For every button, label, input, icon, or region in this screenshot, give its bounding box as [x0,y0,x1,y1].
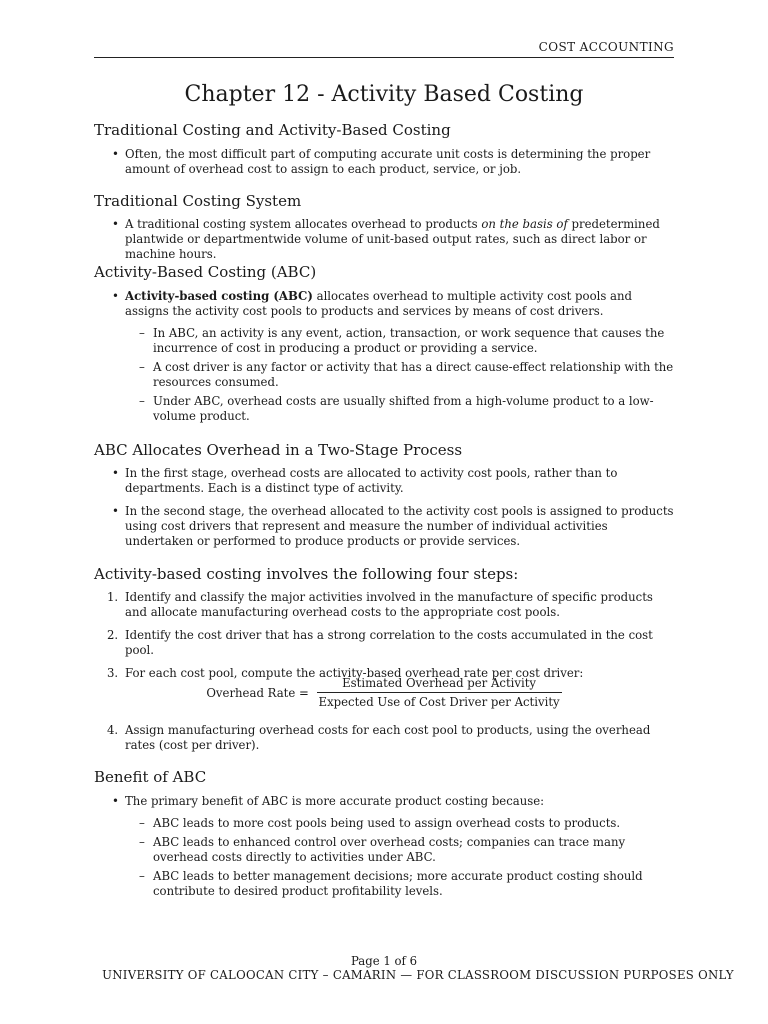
sub-list-item: – ABC leads to more cost pools being used to assign overhead costs to products. [125,816,674,831]
sub-list-item: – Under ABC, overhead costs are usually shifted from a high-volume product to a low-volume product. [125,394,674,424]
section-traditional-system-list [94,217,674,262]
sub-list-item: – A cost driver is any factor or activity that has a direct cause-effect relationship with the resources consumed. [125,360,674,390]
sub-list-item: – In ABC, an activity is any event, action, transaction, or work sequence that causes the incurrence of cost in producing a product or providing a service. [125,326,674,356]
text-run: allocates overhead to multiple activity cost pools and assigns the activity cost pools to products and services by means of cost drivers. [125,289,633,318]
step-number: 1. [107,590,119,604]
section-heading-traditional-vs-abc: Traditional Costing and Activity-Based Costing [94,121,451,139]
benefit-sub-list [125,816,674,899]
text-run: predetermined plantwide or departmentwide volume of unit-based output rates, such as direct labor or machine hours. [125,217,660,261]
text-run: A traditional costing system allocates overhead to products [125,217,482,231]
section-heading-abc: Activity-Based Costing (ABC) [94,263,317,281]
section-two-stage-list [94,466,674,549]
header-rule [94,57,674,58]
page-title: Chapter 12 - Activity Based Costing [184,82,584,107]
abc-sub-list [125,326,674,424]
section-heading-benefit: Benefit of ABC [94,768,207,786]
step-item [94,723,674,753]
list-item: • In the second stage, the overhead allocated to the activity cost pools is assigned to products using cost drivers that represent and measure the number of individual activities undertaken or performed to produce products or provide services. [94,504,674,549]
page-number: Page 1 of 6 [350,954,418,968]
list-item: • Often, the most difficult part of computing accurate unit costs is determining the proper amount of overhead cost to assign to each product, service, or job. [94,147,674,177]
list-item [94,217,674,262]
footer-disclaimer: UNIVERSITY OF CALOOCAN CITY – CAMARIN — FOR CLASSROOM DISCUSSION PURPOSES ONLY [102,968,734,982]
step-item [94,590,674,620]
running-header: COST ACCOUNTING [538,40,674,54]
step-item [94,628,674,658]
overhead-rate-formula [0,676,768,709]
sub-list-item: – ABC leads to better management decisions; more accurate product costing should contribute to desired product profitability levels. [125,869,674,899]
section-heading-two-stage: ABC Allocates Overhead in a Two-Stage Process [94,441,463,459]
four-steps-list-top [94,590,674,681]
step-text: Identify the cost driver that has a strong correlation to the costs accumulated in the cost pool. [125,628,653,657]
formula-fraction [317,676,562,709]
bold-term: Activity-based costing (ABC) [125,289,313,303]
step-text: Assign manufacturing overhead costs for each cost pool to products, using the overhead rates (cost per driver). [125,723,651,752]
list-item [94,794,674,899]
formula-numerator: Estimated Overhead per Activity [317,676,562,693]
step-text: For each cost pool, compute the activity-based overhead rate per cost driver: [125,666,584,680]
section-heading-four-steps: Activity-based costing involves the following four steps: [94,565,519,583]
four-steps-list-bottom [94,723,674,753]
formula-lhs: Overhead Rate = [206,685,309,700]
formula-denominator: Expected Use of Cost Driver per Activity [318,695,560,709]
step-number: 4. [107,723,119,737]
step-text: Identify and classify the major activities involved in the manufacture of specific products and allocate manufacturing overhead costs to the appropriate cost pools. [125,590,653,619]
text-run: The primary benefit of ABC is more accurate product costing because: [125,794,545,808]
section-heading-traditional-system: Traditional Costing System [94,192,302,210]
section-abc-list [94,289,674,428]
step-number: 3. [107,666,119,680]
step-number: 2. [107,628,119,642]
list-item: • In the first stage, overhead costs are allocated to activity cost pools, rather than to departments. Each is a distinct type of activity. [94,466,674,496]
section-benefit-list [94,794,674,903]
sub-list-item: – ABC leads to enhanced control over overhead costs; companies can trace many overhead costs directly to activities under ABC. [125,835,674,865]
emphasis-text: on the basis of [481,217,568,231]
list-item [94,289,674,424]
section-traditional-vs-abc-list [94,147,674,177]
